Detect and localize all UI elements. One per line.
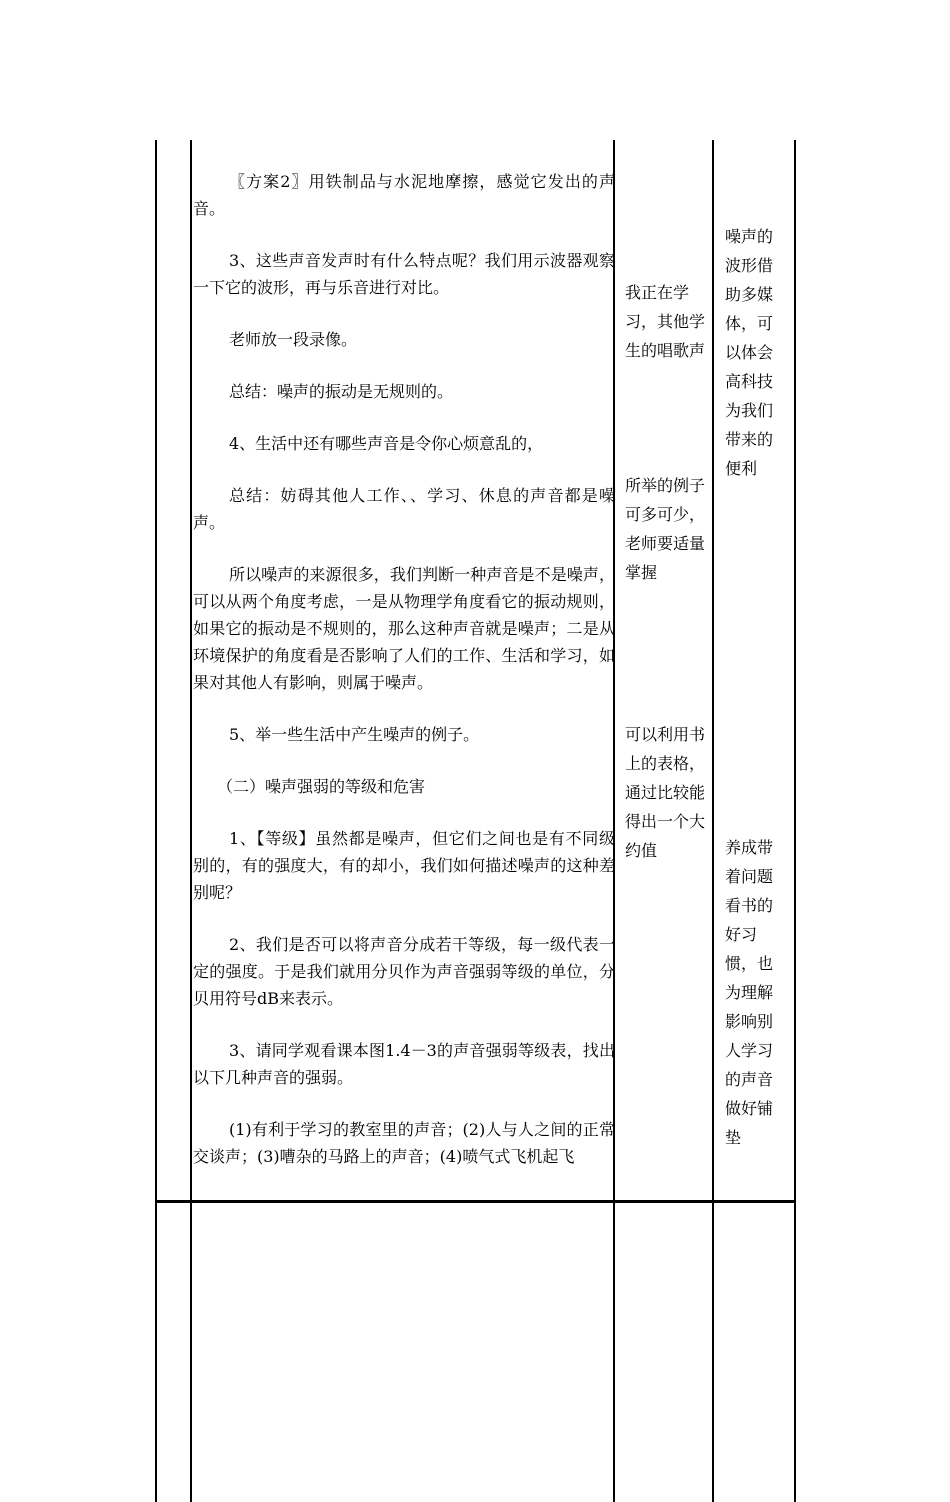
content-paragraph: 4、生活中还有哪些声音是令你心烦意乱的， — [229, 434, 544, 453]
content-paragraph: 〖方案2〗用铁制品与水泥地摩擦，感觉它发出的声音。 — [193, 172, 615, 218]
table-border-bottom — [156, 1200, 796, 1203]
student-note: 所举的例子可多可少，老师要适量掌握 — [625, 476, 706, 582]
table-divider-1 — [190, 140, 192, 1502]
content-paragraph: 老师放一段录像。 — [229, 330, 358, 349]
teaching-content-column — [193, 168, 615, 1170]
design-note: 养成带着问题看书的好习惯，也为理解影响别人学习的声音做好铺垫 — [725, 838, 774, 1147]
content-paragraph: 5、举一些生活中产生噪声的例子。 — [229, 725, 480, 744]
content-paragraph: (1)有利于学习的教室里的声音；(2)人与人之间的正常交谈声；(3)嘈杂的马路上的声音；(4)喷气式飞机起飞 — [193, 1120, 615, 1166]
design-note: 噪声的波形借助多媒体，可以体会高科技为我们带来的便利 — [725, 227, 774, 478]
student-note: 可以利用书上的表格，通过比较能得出一个大约值 — [625, 725, 706, 860]
content-paragraph: 总结：妨碍其他人工作、、学习、休息的声音都是噪声。 — [193, 486, 615, 532]
content-paragraph: 2、我们是否可以将声音分成若干等级，每一级代表一定的强度。于是我们就用分贝作为声音强弱等级的单位，分贝用符号dB来表示。 — [193, 935, 615, 1008]
table-border-left — [155, 140, 157, 1502]
content-paragraph: 3、请同学观看课本图1.4－3的声音强弱等级表，找出以下几种声音的强弱。 — [193, 1041, 615, 1087]
content-paragraph: 1、【等级】虽然都是噪声，但它们之间也是有不同级别的，有的强度大，有的却小，我们如何描述噪声的这种差别呢？ — [193, 829, 615, 902]
section-heading: （二）噪声强弱的等级和危害 — [217, 777, 426, 796]
content-paragraph: 3、这些声音发声时有什么特点呢？我们用示波器观察一下它的波形，再与乐音进行对比。 — [193, 251, 615, 297]
student-note: 我正在学习，其他学生的唱歌声 — [625, 283, 706, 360]
table-border-right — [794, 140, 796, 1502]
content-paragraph: 总结：噪声的振动是无规则的。 — [229, 382, 454, 401]
table-divider-3 — [712, 140, 714, 1502]
content-paragraph: 所以噪声的来源很多，我们判断一种声音是不是噪声，可以从两个角度考虑，一是从物理学角度看它的振动规则，如果它的振动是不规则的，那么这种声音就是噪声；二是从环境保护的角度看是否影响了人们的工作、生活和学习，如果对其他人有影响，则属于噪声。 — [193, 565, 615, 692]
